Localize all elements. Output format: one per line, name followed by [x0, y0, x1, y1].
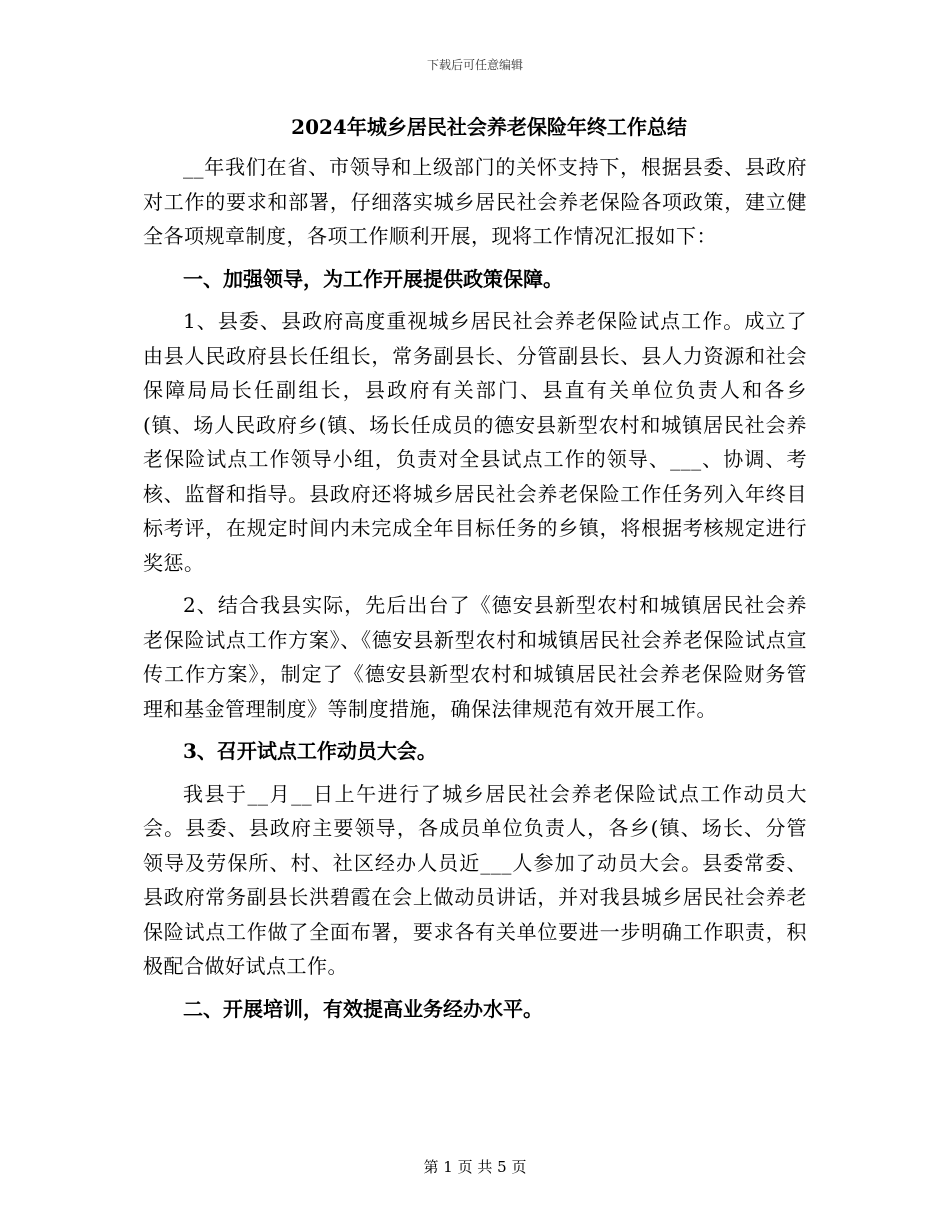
- paragraph-item-1: 1、县委、县政府高度重视城乡居民社会养老保险试点工作。成立了由县人民政府县长任组长，常务副县长、分管副县长、县人力资源和社会保障局局长任副组长，县政府有关部门、县直有关单位负责人和各乡(镇、场人民政府乡(镇、场长任成员的德安县新型农村和城镇居民社会养老保险试点工作领导小组，负责对全县试点工作的领导、___、协调、考核、监督和指导。县政府还将城乡居民社会养老保险工作任务列入年终目标考评，在规定时间内未完成全年目标任务的乡镇，将根据考核规定进行奖惩。: [143, 309, 807, 575]
- paragraph-item-3: 我县于__月__日上午进行了城乡居民社会养老保险试点工作动员大会。县委、县政府主要领导，各成员单位负责人，各乡(镇、场长、分管领导及劳保所、村、社区经办人员近___人参加了动员大会。县委常委、县政府常务副县长洪碧霞在会上做动员讲话，并对我县城乡居民社会养老保险试点工作做了全面布署，要求各有关单位要进一步明确工作职责，积极配合做好试点工作。: [143, 781, 807, 978]
- intro-paragraph: __年我们在省、市领导和上级部门的关怀支持下，根据县委、县政府对工作的要求和部署，仔细落实城乡居民社会养老保险各项政策，建立健全各项规章制度，各项工作顺利开展，现将工作情况汇报如下：: [143, 155, 807, 248]
- page-number: 第 1 页 共 5 页: [423, 1158, 527, 1176]
- document-body: [143, 104, 807, 1034]
- paragraph-item-2: 2、结合我县实际，先后出台了《德安县新型农村和城镇居民社会养老保险试点工作方案》、《德安县新型农村和城镇居民社会养老保险试点宣传工作方案》，制定了《德安县新型农村和城镇居民社会养老保险财务管理和基金管理制度》等制度措施，确保法律规范有效开展工作。: [143, 593, 807, 721]
- page-header: 下载后可任意编辑: [426, 58, 523, 72]
- subheading-item-3: 3、召开试点工作动员大会。: [183, 739, 437, 763]
- section-heading-1: 一、加强领导，为工作开展提供政策保障。: [183, 266, 563, 291]
- document-title: 2024年城乡居民社会养老保险年终工作总结: [291, 115, 687, 139]
- section-heading-2: 二、开展培训，有效提高业务经办水平。: [183, 996, 543, 1021]
